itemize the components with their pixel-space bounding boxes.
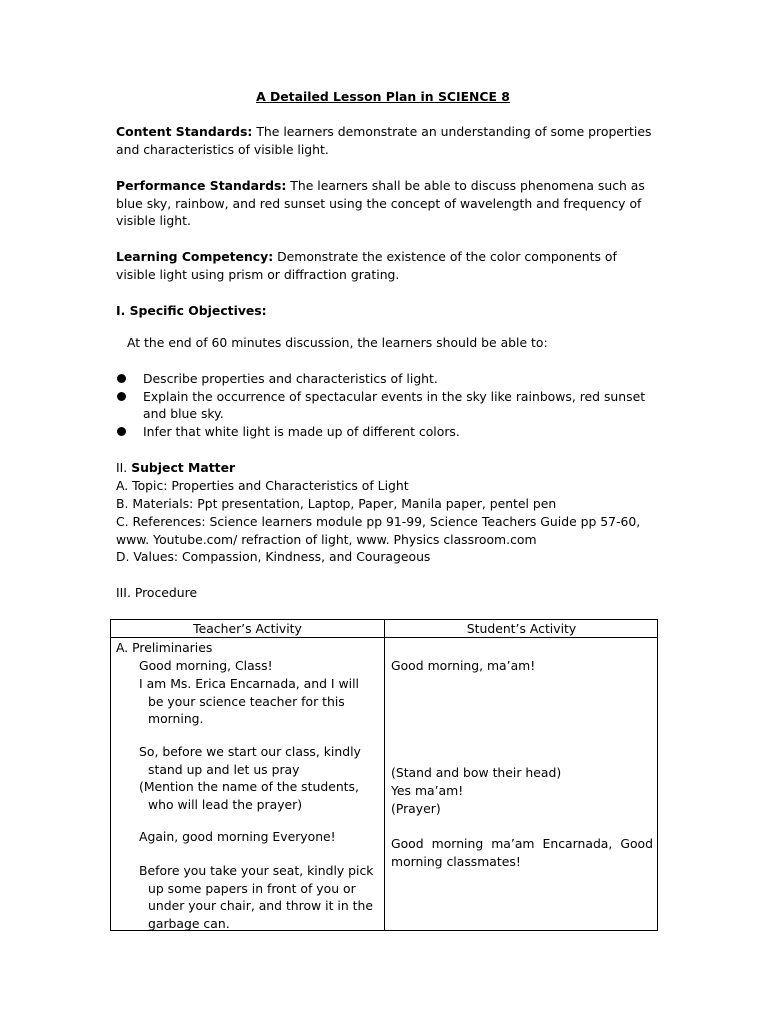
subject-matter-values: D. Values: Compassion, Kindness, and Courageous <box>116 549 431 564</box>
subject-matter-references: C. References: Science learners module pp 91-99, Science Teachers Guide pp 57-60, www. Youtube.com/ refraction of light, www. Physics classroom.com <box>116 514 641 547</box>
objectives-heading: I. Specific Objectives: <box>116 303 267 318</box>
bullet-icon <box>117 427 126 436</box>
list-item: Explain the occurrence of spectacular events in the sky like rainbows, red sunset and blue sky. <box>116 388 656 423</box>
table-divider <box>384 620 385 930</box>
bullet-icon <box>117 374 126 383</box>
subject-matter-topic: A. Topic: Properties and Characteristics of Light <box>116 478 409 493</box>
teacher-introduction: I am Ms. Erica Encarnada, and I will be your science teacher for this morning. <box>139 676 359 727</box>
learning-competency-text: Demonstrate the existence of the color components of visible light using prism or diffraction grating. <box>116 249 617 282</box>
teacher-activity-header: Teacher’s Activity <box>193 621 302 636</box>
performance-standards-label: Performance Standards: <box>116 178 287 193</box>
teacher-prayer-note: (Mention the name of the students, who will lead the prayer) <box>139 779 359 812</box>
preliminaries-label: A. Preliminaries <box>116 640 213 655</box>
learning-competency-label: Learning Competency: <box>116 249 274 264</box>
student-stand: (Stand and bow their head) <box>391 765 562 780</box>
document-title: A Detailed Lesson Plan in SCIENCE 8 <box>256 89 510 104</box>
student-second-greeting: Good morning ma’am Encarnada, Good morning classmates! <box>391 836 653 869</box>
objectives-list <box>116 370 656 440</box>
procedure-heading: III. Procedure <box>116 585 198 600</box>
list-item: Infer that white light is made up of different colors. <box>116 423 656 441</box>
subject-matter-heading: II. Subject Matter <box>116 460 236 475</box>
performance-standards-text: The learners shall be able to discuss phenomena such as blue sky, rainbow, and red sunset using the concept of wavelength and frequency of visible light. <box>116 178 645 229</box>
objectives-intro: At the end of 60 minutes discussion, the learners should be able to: <box>127 335 548 350</box>
teacher-prayer-request: So, before we start our class, kindly stand up and let us pray <box>139 744 361 777</box>
student-prayer: (Prayer) <box>391 801 441 816</box>
bullet-icon <box>117 392 126 401</box>
teacher-greeting: Good morning, Class! <box>139 658 273 673</box>
performance-standards <box>116 177 656 230</box>
teacher-second-greeting: Again, good morning Everyone! <box>139 829 336 844</box>
list-item: Describe properties and characteristics of light. <box>116 370 656 388</box>
student-activity-header: Student’s Activity <box>466 621 577 636</box>
content-standards-text: The learners demonstrate an understanding of some properties and characteristics of visible light. <box>116 124 652 157</box>
content-standards <box>116 123 656 158</box>
learning-competency <box>116 248 656 283</box>
student-greeting: Good morning, ma’am! <box>391 658 536 673</box>
student-yes: Yes ma’am! <box>391 783 464 798</box>
content-standards-label: Content Standards: <box>116 124 253 139</box>
activity-table <box>110 619 658 931</box>
table-header-divider <box>111 637 657 638</box>
subject-matter-materials: B. Materials: Ppt presentation, Laptop, Paper, Manila paper, pentel pen <box>116 496 557 511</box>
teacher-cleanup-request: Before you take your seat, kindly pick up some papers in front of you or under your chair, and throw it in the garbage can. <box>139 863 374 931</box>
